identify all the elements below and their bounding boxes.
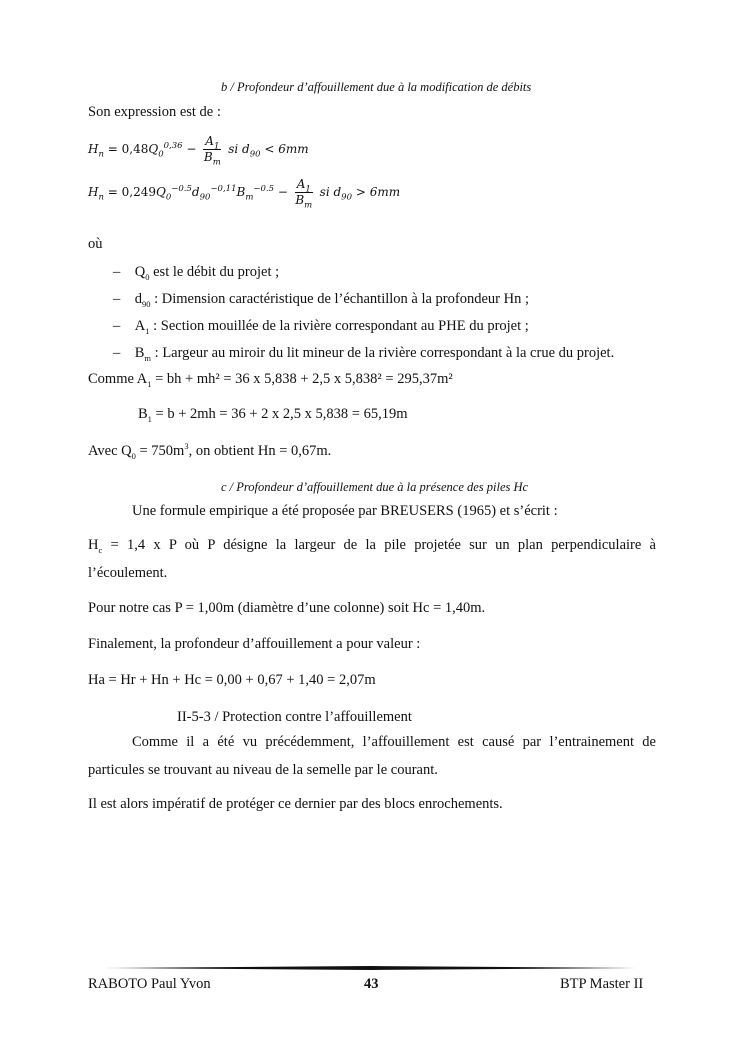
b1-line: $B_1 = b + 2mh = 36 + 2$ x 2,5 x 5,838 = 65,19m xyxy=(138,406,408,424)
formula-2-fraction: $\frac{A_1}{B_m}$ xyxy=(295,177,313,211)
comme-line: Comme $A_1$ = bh + mh² = 36 x 5,838 + 2,5 x 5,838² = 295,37m² xyxy=(88,371,453,389)
section-ii-title: II-5-3 / Protection contre l’affouillement xyxy=(177,709,412,725)
formula-1: $H_n = 0,48Q_0^{0,36}$ − $\frac{A_1}{B_m}$ si $d_{90} < 6mm$ xyxy=(88,134,309,168)
section-ii-para1-line2: particules se trouvant au niveau de la semelle par le courant. xyxy=(88,762,438,778)
footer-rule xyxy=(103,966,640,970)
section-c-intro: Une formule empirique a été proposée par BREUSERS (1965) et s’écrit : xyxy=(132,503,558,519)
list-item: – $Q_0$ est le débit du projet ; xyxy=(113,264,280,282)
section-c-title: c / Profondeur d’affouillement due à la présence des piles Hc xyxy=(221,480,529,494)
hc-paragraph-line1: $H_c = 1,4$ x P où P désigne la largeur de la pile projetée sur un plan perpendiculaire à xyxy=(88,537,656,555)
list-item: – $d_{90}$ : Dimension caractéristique de l’échantillon à la profondeur Hn ; xyxy=(113,291,529,309)
list-item: – $A_1$ : Section mouillée de la rivière correspondant au PHE du projet ; xyxy=(113,318,529,336)
footer-program: BTP Master II xyxy=(560,976,644,992)
ha-line: Ha = Hr + Hn + Hc = 0,00 + 0,67 + 1,40 = 2,07m xyxy=(88,672,376,688)
finalement-line: Finalement, la profondeur d’affouillement a pour valeur : xyxy=(88,636,421,652)
list-item: – $B_m$ : Largeur au miroir du lit mineur de la rivière correspondant à la crue du projet. xyxy=(113,345,615,363)
ou-label: où xyxy=(88,236,103,252)
cas-line: Pour notre cas P = 1,00m (diamètre d’une colonne) soit Hc = 1,40m. xyxy=(88,600,486,616)
footer-author: RABOTO Paul Yvon xyxy=(88,976,211,992)
section-ii-para1-line1: Comme il a été vu précédemment, l’affouillement est causé par l’entrainement de xyxy=(132,734,656,750)
formula-1-fraction: $\frac{A_1}{B_m}$ xyxy=(203,134,221,168)
section-ii-para2: Il est alors impératif de protéger ce dernier par des blocs enrochements. xyxy=(88,796,503,812)
formula-2: $H_n = 0,249Q_0^{-0.5}d_{90}^{-0,11}B_m^{-0.5}$ − $\frac{A_1}{B_m}$ si $d_{90} > 6mm$ xyxy=(88,177,401,211)
section-b-intro: Son expression est de : xyxy=(88,104,221,120)
footer-page-number: 43 xyxy=(364,976,379,992)
section-b-title: b / Profondeur d’affouillement due à la modification de débits xyxy=(221,80,532,94)
avec-line: Avec $Q_0 = 750m^3$, on obtient Hn = 0,67m. xyxy=(88,441,332,461)
hc-paragraph-line2: l’écoulement. xyxy=(88,565,168,581)
